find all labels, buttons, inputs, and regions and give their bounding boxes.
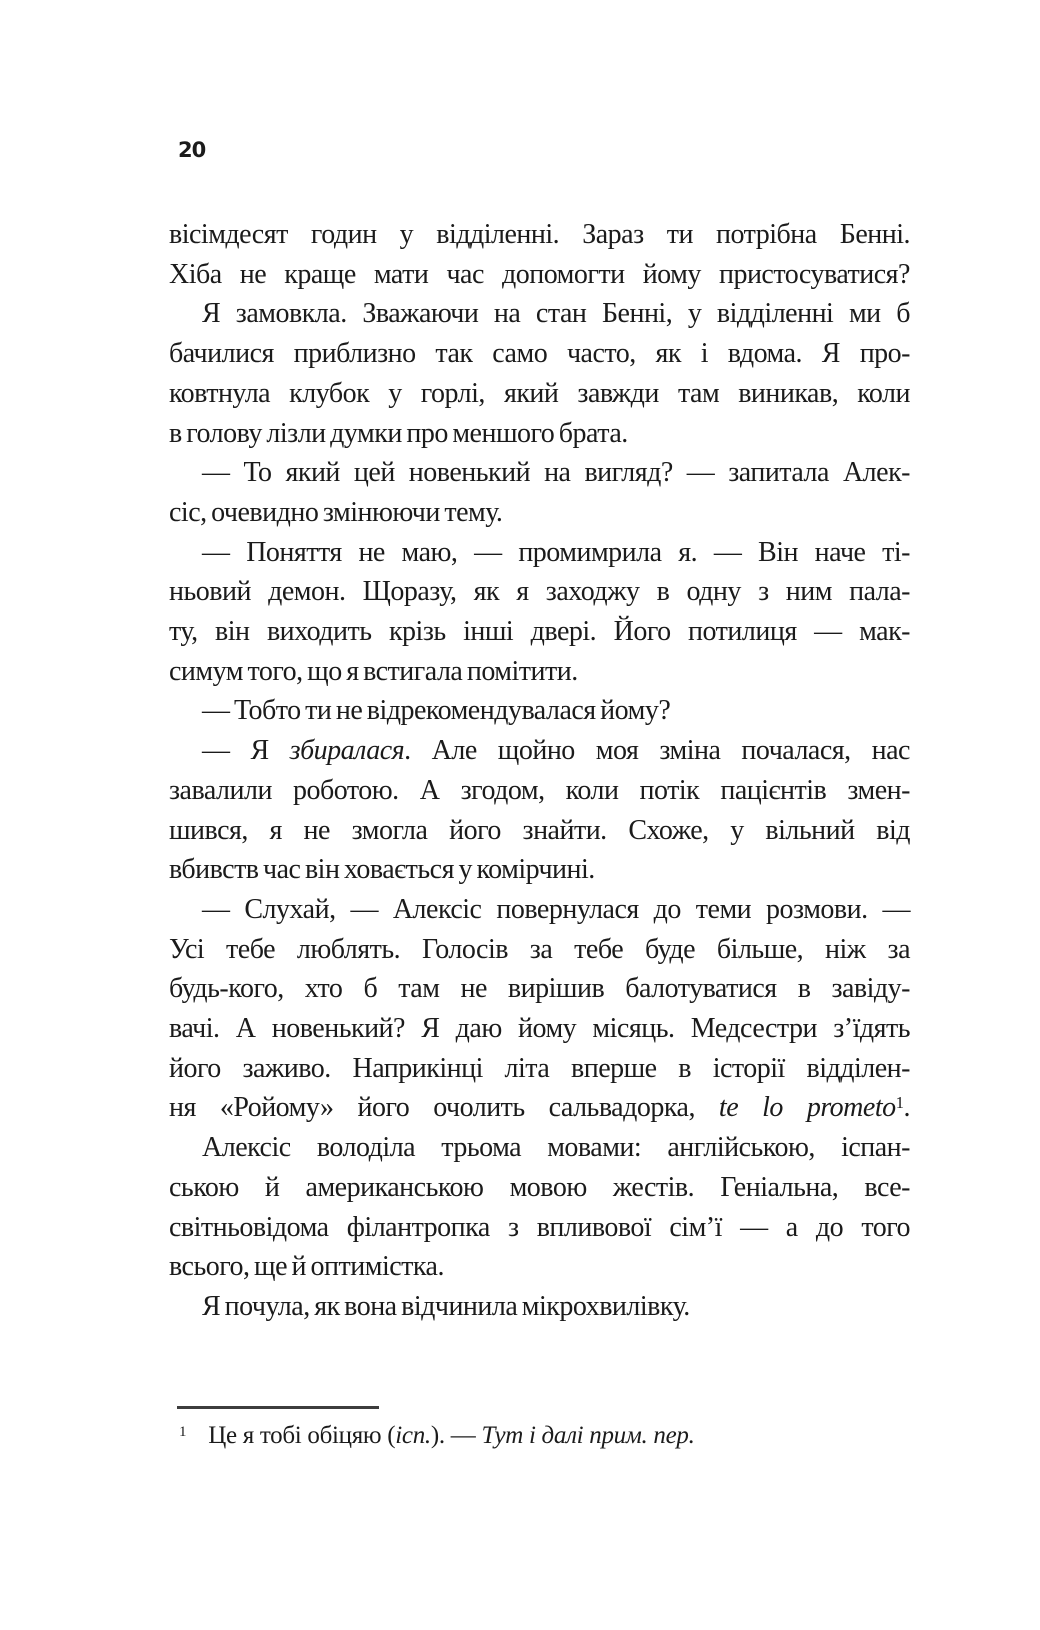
footnote-marker: 1 (179, 1424, 187, 1440)
text-line (169, 612, 910, 652)
text-segment: завалили роботою. А згодом, коли потік пацієнтів змен- (169, 774, 910, 806)
text-line (169, 1128, 910, 1168)
text-line (169, 572, 910, 612)
text-segment: його заживо. Наприкінці літа вперше в історії відділен- (169, 1052, 910, 1084)
footnote-ref: 1 (895, 1093, 904, 1113)
footnote-line (169, 1420, 910, 1455)
text-segment: симум того, що я встигала помітити. (169, 655, 578, 687)
text-segment: бачилися приблизно так само часто, як і вдома. Я про- (169, 338, 910, 370)
text-segment: збиралася (289, 735, 405, 767)
text-segment: — Поняття не маю, — промимрила я. — Він наче ті- (202, 536, 910, 568)
text-line (169, 771, 910, 811)
text-line (169, 215, 910, 255)
text-segment: Усі тебе люблять. Голосів за тебе буде більше, ніж за (169, 933, 910, 965)
text-segment: вачі. А новенький? Я даю йому місяць. Медсестри з’їдять (169, 1013, 910, 1045)
text-line (169, 1168, 910, 1208)
text-segment: ською й американською мовою жестів. Геніальна, все- (169, 1171, 910, 1203)
text-segment: . (903, 1092, 910, 1124)
text-segment: ту, він виходить крізь інші двері. Його потилиця — мак- (169, 616, 910, 648)
text-line (169, 453, 910, 493)
text-segment: світньовідома філантропка з впливової сім’ї — а до того (169, 1211, 910, 1243)
text-line (169, 493, 910, 533)
text-line (169, 731, 910, 771)
text-segment: ньовий демон. Щоразу, як я заходжу в одну з ним пала- (169, 576, 910, 608)
text-segment: всього, ще й оптимістка. (169, 1251, 444, 1283)
footnote (169, 1406, 910, 1455)
text-segment: — То який цей новенький на вигляд? — запитала Алек- (202, 457, 910, 489)
text-line (169, 969, 910, 1009)
text-segment: Алексіс володіла трьома мовами: англійською, іспан- (202, 1132, 910, 1164)
text-segment: будь-кого, хто б там не вирішив балотуватися в завіду- (169, 973, 910, 1005)
text-line (169, 1208, 910, 1248)
text-segment: в голову лізли думки про меншого брата. (169, 417, 628, 449)
text-segment: — Я (202, 735, 290, 767)
text-segment: — Слухай, — Алексіс повернулася до теми розмови. — (202, 893, 910, 925)
text-line (169, 930, 910, 970)
text-line (169, 414, 910, 454)
text-segment: вбивств час він ховається у комірчині. (169, 854, 595, 886)
text-line (169, 374, 910, 414)
text-segment: вісімдесят годин у відділенні. Зараз ти потрібна Бенні. (169, 219, 910, 250)
footnote-rule (177, 1406, 379, 1409)
text-segment: Я замовкла. Зважаючи на стан Бенні, у відділенні ми б (202, 298, 910, 330)
text-line (169, 850, 910, 890)
text-segment: — Тобто ти не відрекомендувалася йому? (202, 695, 671, 727)
text-segment: . Але щойно моя зміна почалася, нас (404, 735, 910, 767)
footnote-text (208, 1422, 694, 1449)
text-segment: ковтнула клубок у горлі, який завжди там виникав, коли (169, 377, 910, 409)
text-segment: ісп. (395, 1422, 431, 1449)
text-segment: сіс, очевидно змінюючи тему. (169, 496, 503, 528)
text-segment: Тут і далі прим. пер. (481, 1422, 695, 1449)
text-line (169, 691, 910, 731)
body-text (169, 215, 910, 1327)
text-line (169, 1049, 910, 1089)
text-line (169, 255, 910, 295)
text-line (169, 811, 910, 851)
text-segment: ). — (430, 1422, 482, 1449)
text-line (169, 294, 910, 334)
text-segment: te lo prometo (718, 1092, 896, 1124)
text-line (169, 890, 910, 930)
text-segment: Це я тобі обіцяю ( (208, 1422, 396, 1449)
text-line (169, 1009, 910, 1049)
text-segment: ня «Ройому» його очолить сальвадорка, (169, 1092, 719, 1124)
text-line (169, 334, 910, 374)
text-line (169, 652, 910, 692)
text-line (169, 1247, 910, 1287)
text-line (169, 1088, 910, 1128)
text-segment: шився, я не змогла його знайти. Схоже, у вільний від (169, 814, 910, 846)
text-segment: Хіба не краще мати час допомогти йому пристосуватися? (169, 258, 910, 290)
text-line (169, 1287, 910, 1327)
text-line (169, 533, 910, 573)
text-segment: Я почула, як вона відчинила мікрохвилівку. (202, 1290, 690, 1322)
page-number: 20 (178, 138, 206, 162)
